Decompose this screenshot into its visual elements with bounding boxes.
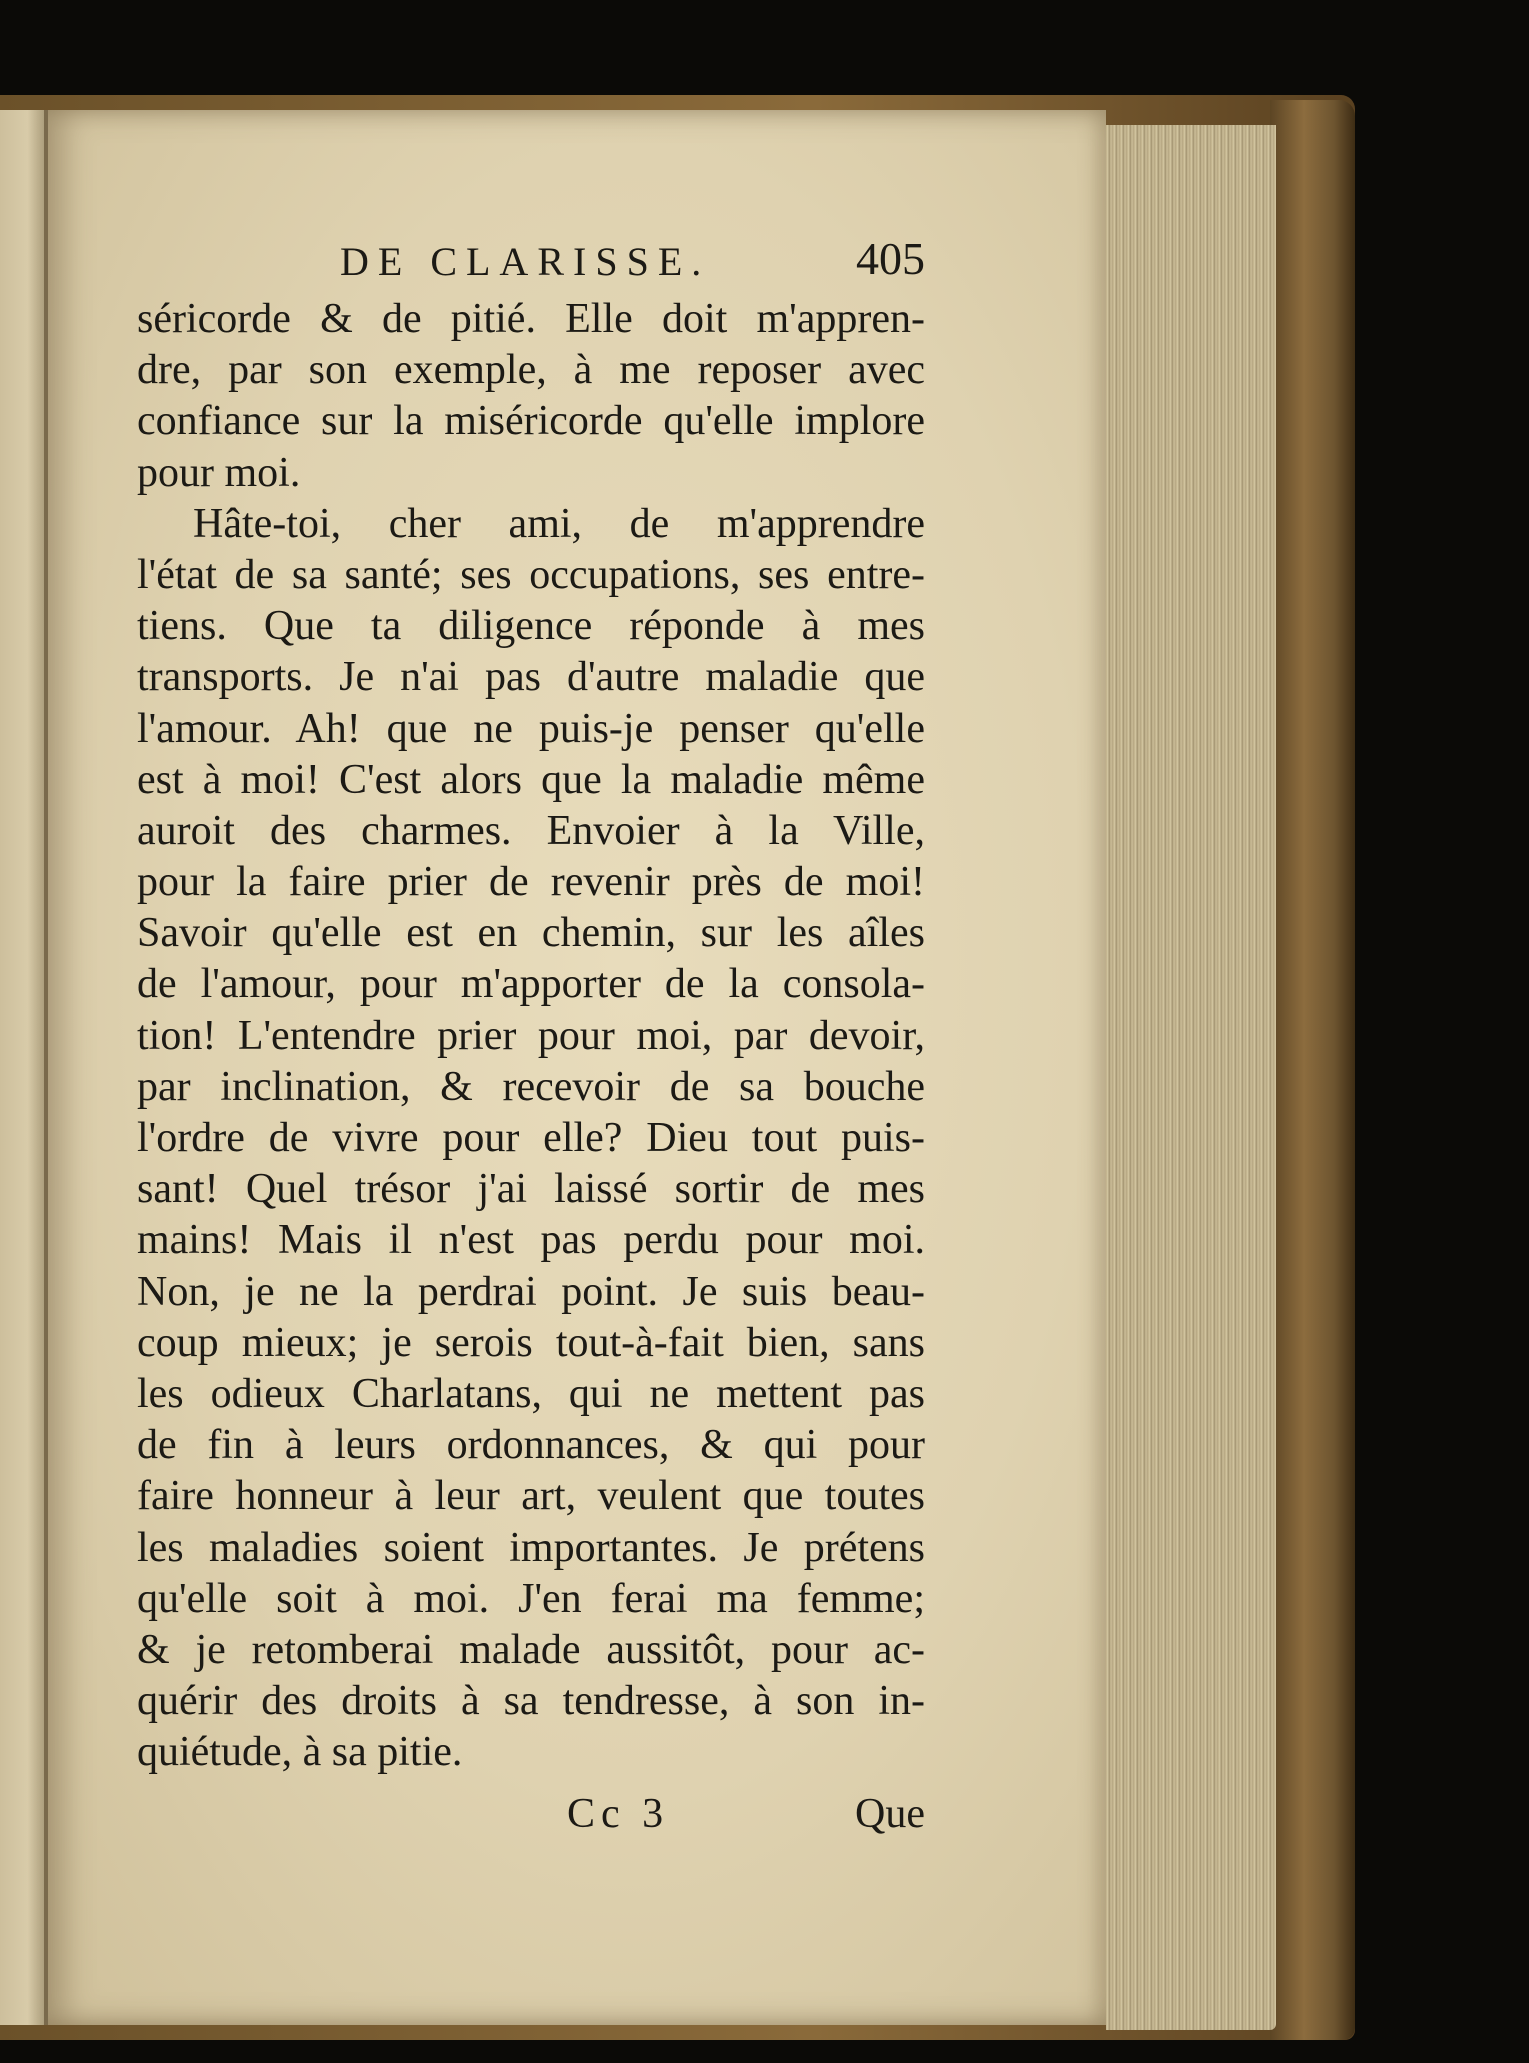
facing-page-edge [0,110,48,2025]
page-text-block [137,233,925,1844]
text-line: mains! Mais il n'est pas perdu pour moi. [137,1217,925,1264]
text-line: par inclination, & recevoir de sa bouche [137,1063,925,1110]
text-line: & je retomberai malade aussitôt, pour ac- [137,1626,925,1673]
book-spine-edge [1270,100,1355,2040]
text-line: les odieux Charlatans, qui ne mettent pas [137,1370,925,1417]
text-line: pour la faire prier de revenir près de moi! [137,859,925,906]
page-edges-stack [1106,125,1276,2030]
text-line: coup mieux; je serois tout-à-fait bien, sans [137,1319,925,1366]
text-line: quiétude, à sa pitie. [137,1729,463,1776]
text-line: Non, je ne la perdrai point. Je suis beau- [137,1268,925,1315]
text-line: confiance sur la miséricorde qu'elle implore [137,398,925,445]
signature-mark: Cc 3 [567,1791,670,1838]
text-line: tion! L'entendre prier pour moi, par devoir, [137,1012,925,1059]
text-line: Hâte-toi, cher ami, de m'apprendre [193,500,925,547]
text-line: sant! Quel trésor j'ai laissé sortir de mes [137,1166,925,1213]
text-line: l'état de sa santé; ses occupations, ses entre- [137,551,925,598]
text-line: transports. Je n'ai pas d'autre maladie que [137,654,925,701]
running-head [137,233,925,290]
text-line: l'amour. Ah! que ne puis-je penser qu'elle [137,705,925,752]
page-footer [137,1784,925,1844]
text-line: les maladies soient importantes. Je prétens [137,1524,925,1571]
text-line: de l'amour, pour m'apporter de la consola- [137,961,925,1008]
catchword: Que [855,1791,925,1838]
text-line: dre, par son exemple, à me reposer avec [137,347,925,394]
text-line: qu'elle soit à moi. J'en ferai ma femme; [137,1575,925,1622]
text-line: de fin à leurs ordonnances, & qui pour [137,1422,925,1469]
text-line: pour moi. [137,449,301,496]
page-number: 405 [856,233,925,284]
text-line: auroit des charmes. Envoier à la Ville, [137,807,925,854]
gutter [44,110,48,2025]
text-line: est à moi! C'est alors que la maladie même [137,756,925,803]
text-line: tiens. Que ta diligence réponde à mes [137,603,925,650]
text-line: l'ordre de vivre pour elle? Dieu tout puis- [137,1115,925,1161]
running-title: DE CLARISSE. [340,239,711,284]
text-line: quérir des droits à sa tendresse, à son in- [137,1678,925,1725]
text-line: Savoir qu'elle est en chemin, sur les aîles [137,910,925,957]
text-line: faire honneur à leur art, veulent que toutes [137,1473,925,1520]
text-line: séricorde & de pitié. Elle doit m'appren- [137,296,925,342]
